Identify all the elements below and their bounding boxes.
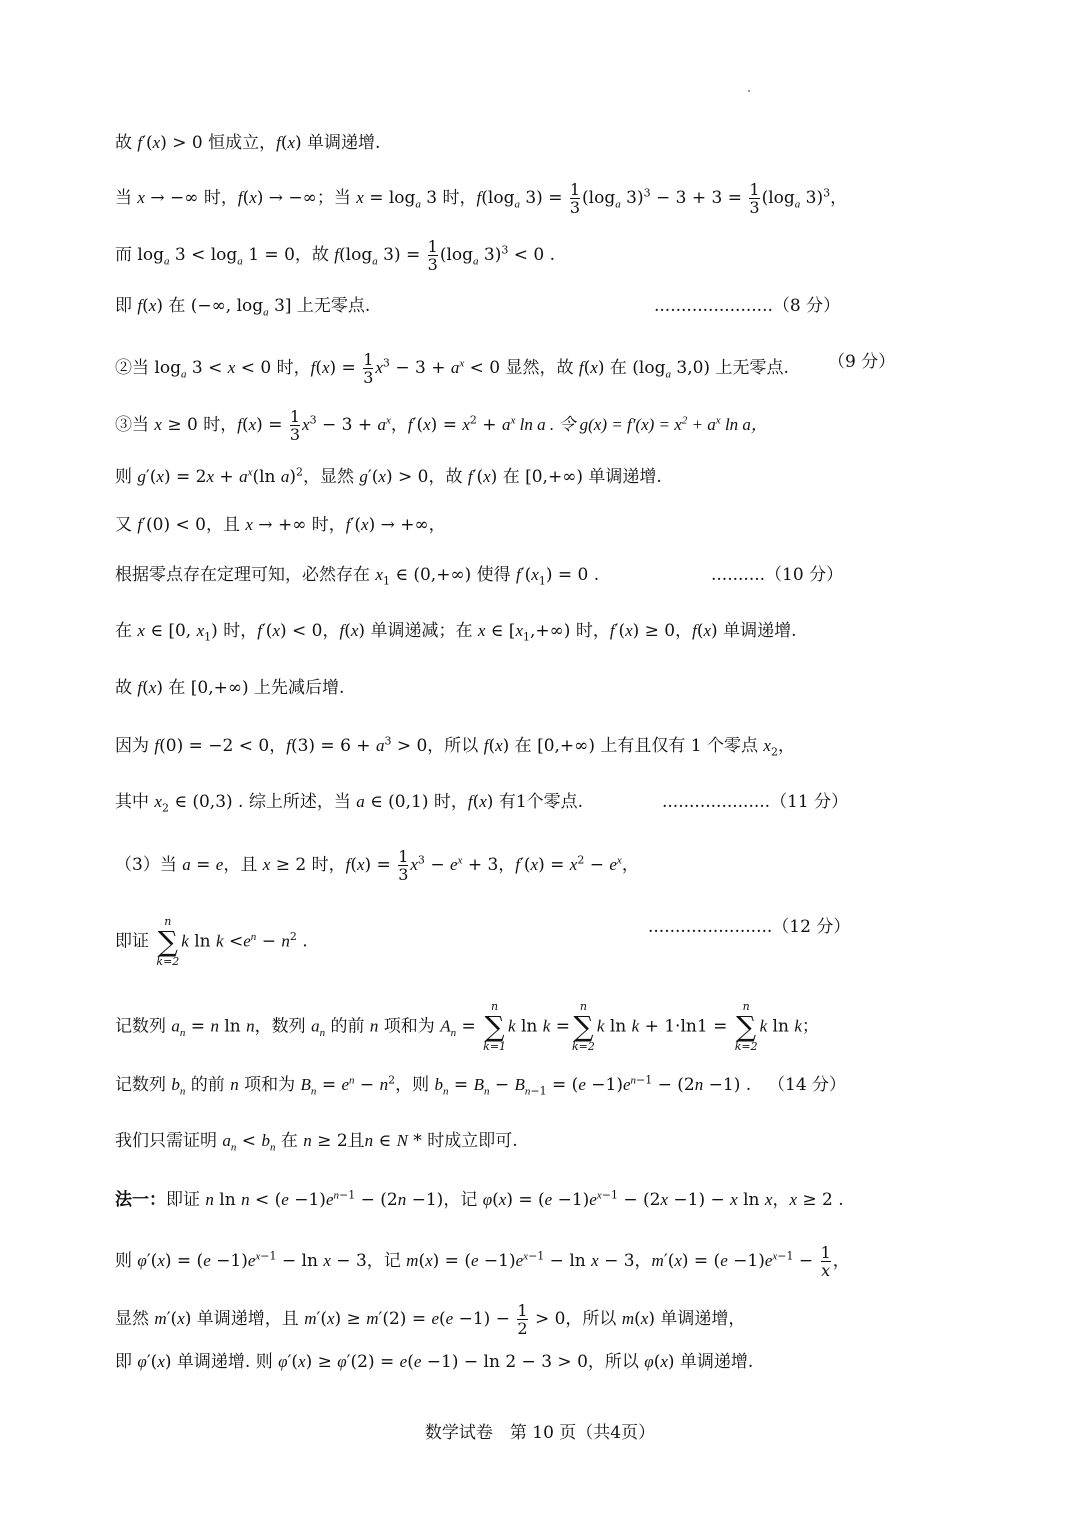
fraction-one-third: $\frac{1}{3}$: [427, 237, 438, 274]
page-footer: 数学试卷 第 10 页（共4页）: [424, 1423, 656, 1443]
line-7: 则 $g'(x) = 2x + a^x(\ln$ a)$^2$，显然 g′(x) > 0，故 f′(x) 在 [0,+∞) 单调递增.: [115, 465, 662, 487]
summation-k2-n: n ∑ k=2: [156, 915, 180, 968]
line-18: 我们只需证明 $a_n < b_n$ 在 n ≥ 2且n ∈ N * 时成立即可.: [115, 1131, 518, 1154]
method-one-label: 法一：: [115, 1190, 166, 1210]
line-13: 其中 $x_2$ ∈ (0,3) . 综上所述，当 a ∈ (0,1) 时，f(x) 有1个零点.: [115, 792, 584, 815]
fraction-one-third: $\frac{1}{3}$: [569, 180, 581, 217]
score-9: （9 分）: [828, 352, 896, 372]
fraction-one-third: $\frac{1}{3}$: [363, 350, 374, 387]
line-1: 故 f′(x) > 0 恒成立，f(x) 单调递增.: [115, 133, 381, 153]
line-22: 即 φ′(x) 单调递增. 则 φ′(x) ≥ φ′(2) = e(e −1) − ln 2 − 3 > 0，所以 φ(x) 单调递增.: [115, 1352, 754, 1372]
line-4: 即 f(x) 在 (−∞, $\log_a 3$] 上无零点.: [115, 296, 371, 319]
score-8: ......................（8 分）: [654, 296, 841, 316]
line-14: （3）当 a = e，且 x ≥ 2 时，f(x) = $\frac{1}{3}$ $x^3 - e^x + 3$，$f'(x) = x^2 - e^x$，: [115, 847, 639, 884]
line-12: 因为 f(0) = −2 < 0，$f(3) = 6 + a^3 > 0$，所以 f(x) 在 [0,+∞) 上有且仅有 1 个零点 $x_2$，: [115, 734, 795, 759]
fraction-one-third: $\frac{1}{3}$: [289, 407, 301, 444]
line-20: 则 $\varphi'(x) = (e -1)e^{x-1} - \ln x - 3$，记 $m(x) = (e -1)e^{x-1} - \ln x - 3$，$m'(x) = (e -1)e^{x-1}$ − $\frac{1}{x}$ ，: [115, 1243, 850, 1280]
scan-speck: [748, 90, 750, 92]
fraction-one-third: $\frac{1}{3}$: [398, 847, 409, 884]
summation-k2-n: n ∑ k=2: [734, 1000, 758, 1053]
fraction-one-over-x: $\frac{1}{x}$: [820, 1243, 831, 1280]
score-11: ....................（11 分）: [662, 792, 849, 812]
score-14: （14 分）: [768, 1075, 847, 1095]
line-8: 又 f′(0) < 0，且 x → +∞ 时，f′(x) → +∞，: [115, 515, 446, 535]
line-6: ③当 x ≥ 0 时，f(x) = $\frac{1}{3}$ $x^3 - 3 + a^x$，$f'(x) = x^2 + a^x$ ln a . 令 $g(x) = f'(x) = x^2 + a^x$ ln a，: [115, 407, 768, 444]
line-5: ②当 $\log_a 3 < x < 0$ 时，f(x) = $\frac{1}{3}$ $x^3 - 3 + a^x < 0$ 显然，故 f(x) 在 ($\log_a$ 3,0) 上无零点.: [115, 350, 789, 387]
line-19: 法一：即证 n $\ln n < (e -1)e^{n-1} - (2n -1)$，记 $\varphi(x) = (e -1)e^{x-1} - (2x -1) - x$ ln x，x ≥ 2 .: [115, 1188, 844, 1210]
line-16: 记数列 $a_n = n$ ln n，数列 $a_n$ 的前 n 项和为 $A_n$ = n ∑ k=1 k ln k = n ∑ k=2 k ln k + 1·ln1 = n ∑ k=2 k ln k；: [115, 1000, 819, 1053]
line-10: 在 x ∈ [0, $x_1$) 时，f′(x) < 0，f(x) 单调递减；在 x ∈ $[x_1,+\infty)$ 时，f′(x) ≥ 0，f(x) 单调递增.: [115, 621, 797, 644]
score-10: ..........（10 分）: [711, 565, 844, 585]
summation-k2-n: n ∑ k=2: [572, 1000, 595, 1053]
score-12: .......................（12 分）: [648, 917, 851, 937]
fraction-one-half: $\frac{1}{2}$: [517, 1301, 528, 1338]
fraction-one-third: $\frac{1}{3}$: [749, 180, 760, 217]
line-2: 当 x → −∞ 时，f(x) → −∞；当 $x = \log_a 3$ 时，$f(\log_a$ 3) = $\frac{1}{3}$ ($\log_a$ 3)$^3$ − 3 + 3 = $\frac{1}{3}$ ($\log_a$ 3)$^3$，: [115, 180, 848, 217]
line-17: 记数列 $b_n$ 的前 n 项和为 $B_n = e^n - n^2$，则 $b_n = B_n - B_{n-1} = (e -1)e^{n-1} - (2n -1)$ .: [115, 1073, 752, 1098]
line-9: 根据零点存在定理可知，必然存在 $x_1$ ∈ (0,+∞) 使得 $f'(x_1) = 0$ .: [115, 565, 600, 588]
line-11: 故 f(x) 在 [0,+∞) 上先减后增.: [115, 678, 345, 698]
line-15: 即证 n ∑ k=2 k $\ln k <e^n - n^2$ .: [115, 915, 308, 968]
summation-k1-n: n ∑ k=1: [483, 1000, 507, 1053]
line-21: 显然 m′(x) 单调递增，且 m′(x) ≥ m′(2) = e(e −1) − $\frac{1}{2}$ > 0，所以 m(x) 单调递增，: [115, 1301, 746, 1338]
line-3: 而 $\log_a 3 < \log_a 1 = 0$，故 $f(\log_a$ 3) = $\frac{1}{3}$ ($\log_a$ 3)$^3$ < 0 .: [115, 237, 556, 274]
